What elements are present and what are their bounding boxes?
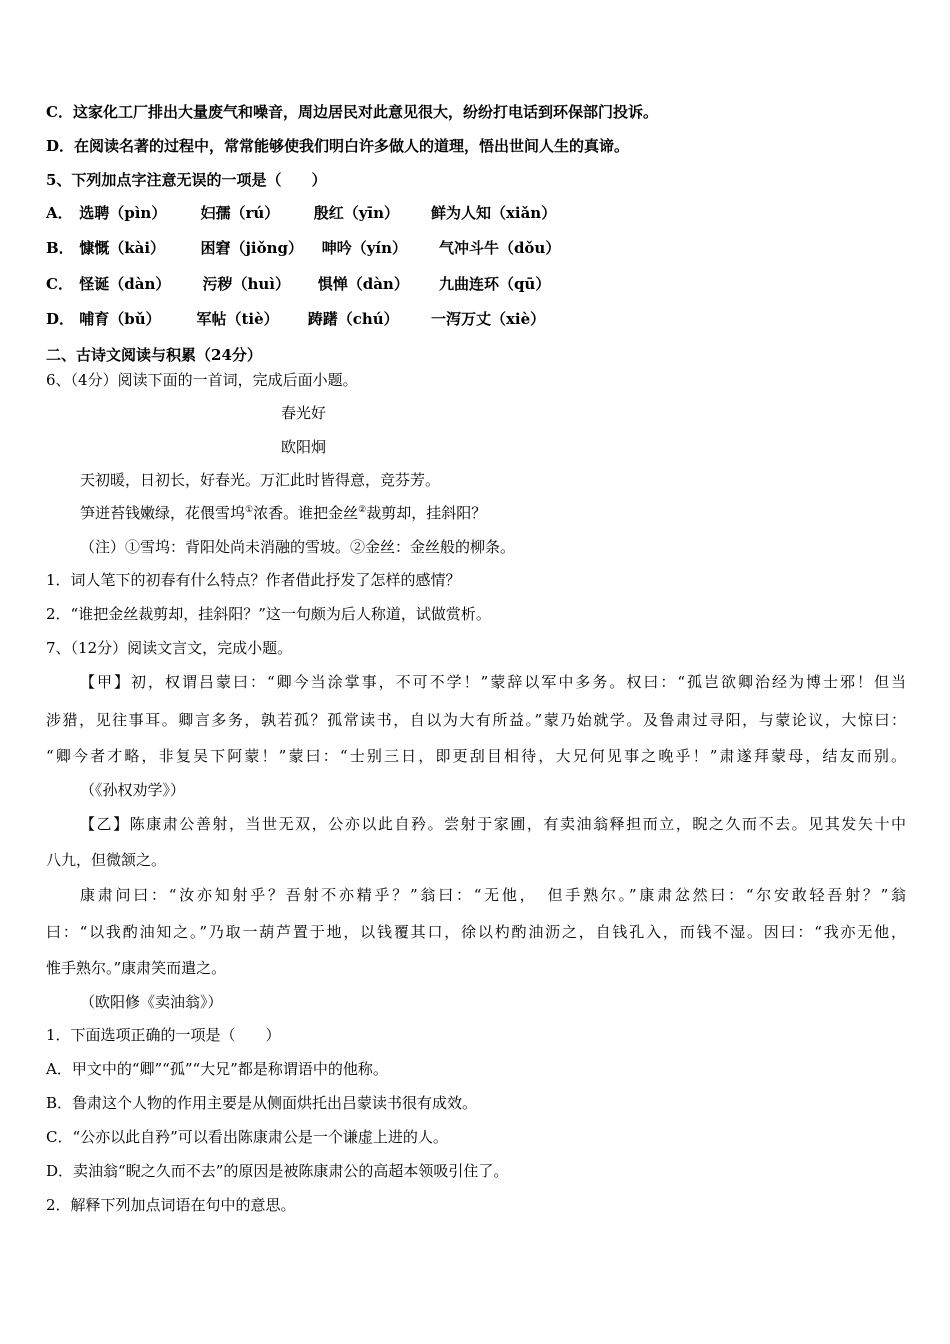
passage-jia-source: （《孙权劝学》） (80, 781, 186, 799)
option-item: 一泻万丈（xiè） (430, 310, 546, 328)
option-item: 九曲连环（qū） (438, 275, 551, 293)
option-item: 军帖（tiè） (196, 310, 279, 328)
poem-line-2: 笋迸苔钱嫩绿，花偎雪坞①浓香。谁把金丝②裁剪却，挂斜阳？ (80, 504, 487, 522)
passage-yi-line-3: 康肃问曰：“汝亦知射乎？吾射不亦精乎？”翁曰：“无他， 但手熟尔。”康肃忿然曰：“尔安敢轻吾射？”翁 (80, 886, 906, 904)
option-label: D． (46, 310, 75, 328)
option-item: 慷慨（kài） (79, 239, 166, 257)
q7-sub-2-stem: 2．解释下列加点词语在句中的意思。 (46, 1196, 296, 1214)
option-label: C． (46, 275, 73, 293)
passage-yi-source: （欧阳修《卖油翁》） (80, 993, 223, 1011)
q5-option-c (46, 274, 550, 294)
passage-yi-line-4: 曰：“以我酌油知之。”乃取一葫芦置于地，以钱覆其口，徐以杓酌油沥之，自钱孔入，而钱不湿。因曰：“我亦无他， (46, 923, 906, 941)
option-item: 污秽（huì） (202, 275, 290, 293)
q7-stem: 7、（12分）阅读文言文，完成小题。 (46, 639, 293, 657)
poem-line-1: 天初暖，日初长，好春光。万汇此时皆得意，竞芬芳。 (80, 471, 441, 489)
option-item: 困窘（jiǒng） (200, 239, 303, 257)
footnote-mark: ① (245, 505, 254, 515)
q6-stem: 6、（4分）阅读下面的一首词，完成后面小题。 (46, 371, 358, 389)
option-label: B． (46, 239, 74, 257)
passage-jia-line-3: “卿今者才略，非复吴下阿蒙！”蒙曰：“士别三日，即更刮目相待，大兄何见事之晚乎！”肃遂拜蒙母，结友而别。 (46, 747, 906, 765)
q7-sub-1-option-a: A．甲文中的“卿”“孤”“大兄”都是称谓语中的他称。 (46, 1060, 388, 1078)
q7-sub-1-stem: 1．下面选项正确的一项是（ ） (46, 1026, 281, 1044)
option-item: 哺育（bǔ） (79, 310, 161, 328)
poem-note: （注）①雪坞：背阳处尚未消融的雪坡。②金丝：金丝般的柳条。 (80, 538, 516, 556)
footnote-mark: ② (358, 505, 367, 515)
passage-yi-line-2: 八九，但微颔之。 (46, 851, 167, 869)
passage-jia-line-2: 涉猎，见往事耳。卿言多务，孰若孤？孤常读书，自以为大有所益。”蒙乃始就学。及鲁肃过寻阳，与蒙论议，大惊曰： (46, 711, 906, 729)
q7-sub-1-option-b: B．鲁肃这个人物的作用主要是从侧面烘托出吕蒙读书很有成效。 (46, 1094, 478, 1112)
q4-option-c: C．这家化工厂排出大量废气和噪音，周边居民对此意见很大，纷纷打电话到环保部门投诉。 (46, 103, 658, 121)
passage-yi-line-5: 惟手熟尔。”康肃笑而遣之。 (46, 959, 227, 977)
q5-option-a (46, 203, 556, 223)
passage-yi-line-1: 【乙】陈康肃公善射，当世无双，公亦以此自矜。尝射于家圃，有卖油翁释担而立，睨之久而不去。见其发矢十中 (80, 815, 906, 833)
poem-author: 欧阳炯 (281, 438, 327, 456)
passage-jia-line-1: 【甲】初，权谓吕蒙曰：“卿今当涂掌事，不可不学！”蒙辞以军中多务。权曰：“孤岂欲卿治经为博士邪！但当 (80, 673, 906, 691)
option-item: 殷红（yīn） (313, 204, 400, 222)
q6-sub-1: 1．词人笔下的初春有什么特点？作者借此抒发了怎样的感情？ (46, 571, 461, 589)
q7-sub-1-option-c: C．“公亦以此自矜”可以看出陈康肃公是一个谦虚上进的人。 (46, 1128, 448, 1146)
q6-sub-2: 2．“谁把金丝裁剪却，挂斜阳？”这一句颇为后人称道，试做赏析。 (46, 605, 491, 623)
q5-stem: 5、下列加点字注意无误的一项是（ ） (46, 171, 327, 189)
option-item: 选聘（pìn） (79, 204, 167, 222)
option-item: 呻吟（yín） (321, 239, 408, 257)
option-item: 鲜为人知（xiǎn） (430, 204, 557, 222)
option-item: 怪诞（dàn） (79, 275, 171, 293)
q5-option-d (46, 309, 545, 329)
option-item: 惧惮（dàn） (317, 275, 409, 293)
option-item: 踌躇（chú） (307, 310, 399, 328)
q7-sub-1-option-d: D．卖油翁“睨之久而不去”的原因是被陈康肃公的高超本领吸引住了。 (46, 1162, 509, 1180)
option-item: 妇孺（rú） (200, 204, 280, 222)
option-item: 气冲斗牛（dǒu） (438, 239, 561, 257)
option-label: A． (46, 204, 73, 222)
poem-title: 春光好 (281, 404, 327, 422)
q4-option-d: D．在阅读名著的过程中，常常能够使我们明白许多做人的道理，悟出世间人生的真谛。 (46, 137, 630, 155)
section-heading: 二、古诗文阅读与积累（24分） (46, 346, 262, 364)
q5-option-b (46, 238, 560, 258)
